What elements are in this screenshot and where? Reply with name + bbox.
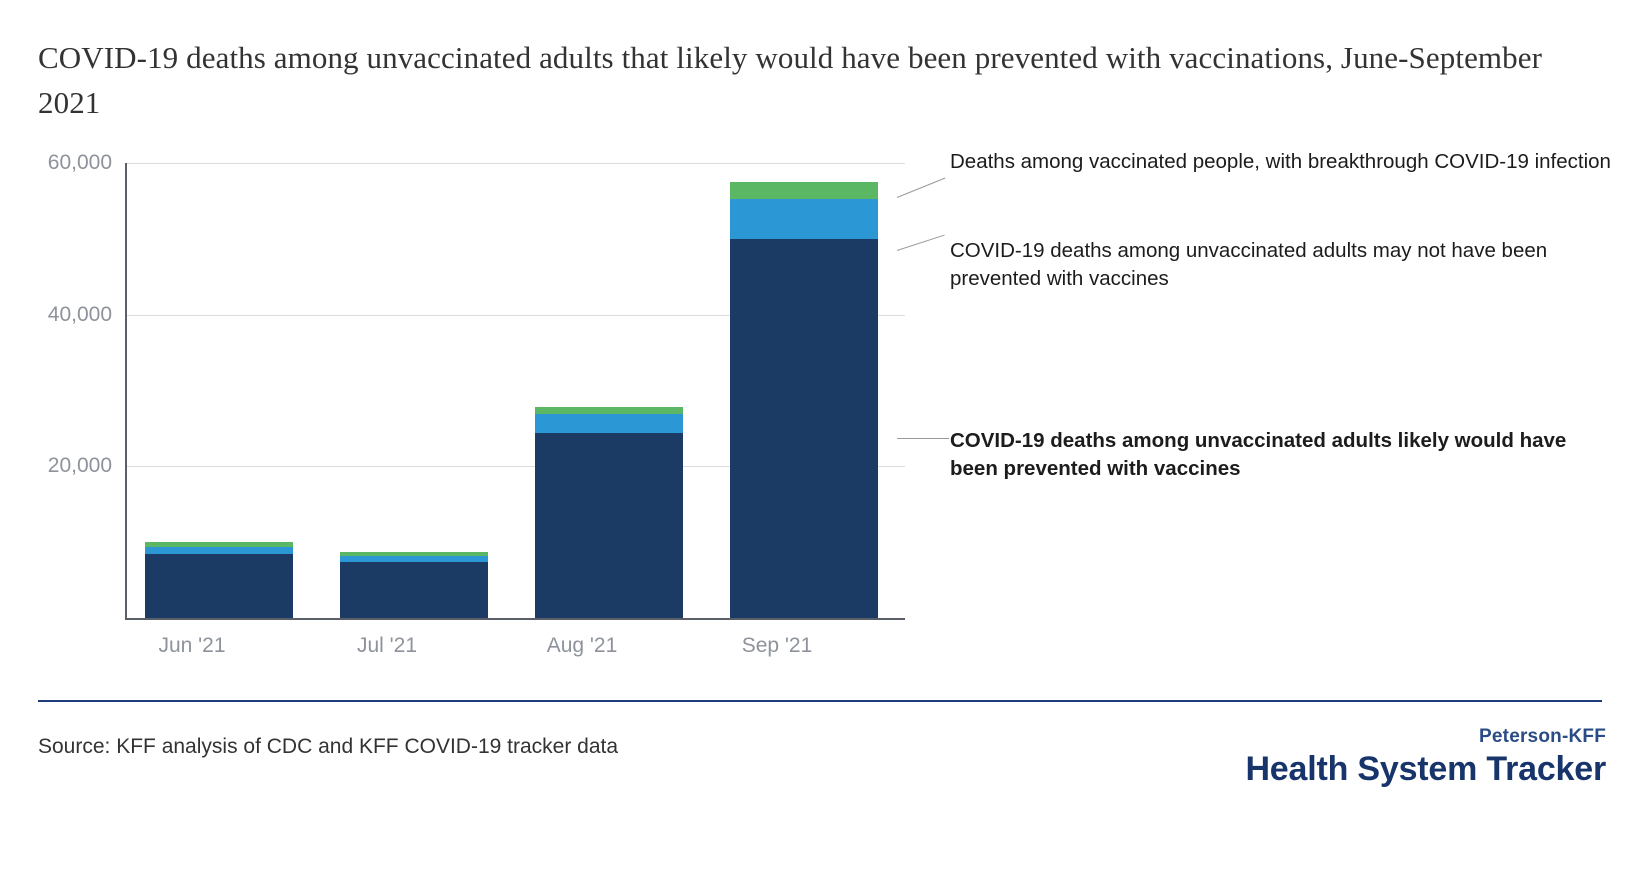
source-note: Source: KFF analysis of CDC and KFF COVID-19 tracker data xyxy=(38,735,619,758)
bar-segment-not-preventable-jun xyxy=(145,547,293,554)
bar-segment-preventable-jul xyxy=(340,562,488,618)
bar-group-aug-21[interactable] xyxy=(535,407,683,618)
bar-segment-preventable-aug xyxy=(535,433,683,618)
bar-segment-not-preventable-aug xyxy=(535,414,683,433)
bar-segment-breakthrough-sep xyxy=(730,182,878,199)
brand-main-label: Health System Tracker xyxy=(1245,750,1606,788)
footer-divider xyxy=(38,700,1602,702)
x-axis-line xyxy=(125,618,905,620)
annotation-preventable: COVID-19 deaths among unvaccinated adults likely would have been prevented with vaccines xyxy=(950,429,1567,480)
bar-segment-breakthrough-aug xyxy=(535,407,683,414)
y-tick-60000: 60,000 xyxy=(47,151,112,174)
bar-segment-preventable-sep xyxy=(730,239,878,618)
annotation-not-preventable: COVID-19 deaths among unvaccinated adults may not have been prevented with vaccines xyxy=(950,239,1548,290)
x-tick-sep-21: Sep '21 xyxy=(741,634,813,657)
chart-area xyxy=(0,150,1640,670)
x-tick-jul-21: Jul '21 xyxy=(356,634,418,657)
annotation-breakthrough: Deaths among vaccinated people, with breakthrough COVID-19 infection xyxy=(950,150,1611,173)
x-tick-aug-21: Aug '21 xyxy=(546,634,618,657)
y-axis-labels xyxy=(0,151,112,618)
y-tick-40000: 40,000 xyxy=(47,303,112,326)
bar-group-jul-21[interactable] xyxy=(340,552,488,618)
x-tick-jun-21: Jun '21 xyxy=(158,634,226,657)
bar-segment-not-preventable-sep xyxy=(730,199,878,238)
brand-top-label: Peterson-KFF xyxy=(1479,726,1606,747)
bar-segment-preventable-jun xyxy=(145,554,293,619)
y-tick-20000: 20,000 xyxy=(47,454,112,477)
bar-series xyxy=(127,163,905,618)
bar-group-jun-21[interactable] xyxy=(145,542,293,618)
brand-logo xyxy=(1245,726,1606,789)
bar-group-sep-21[interactable] xyxy=(730,182,878,618)
leader-line-navy xyxy=(897,438,949,439)
chart-title: COVID-19 deaths among unvaccinated adults that likely would have been prevented with vaccinations, June-September 2021 xyxy=(38,40,1543,120)
